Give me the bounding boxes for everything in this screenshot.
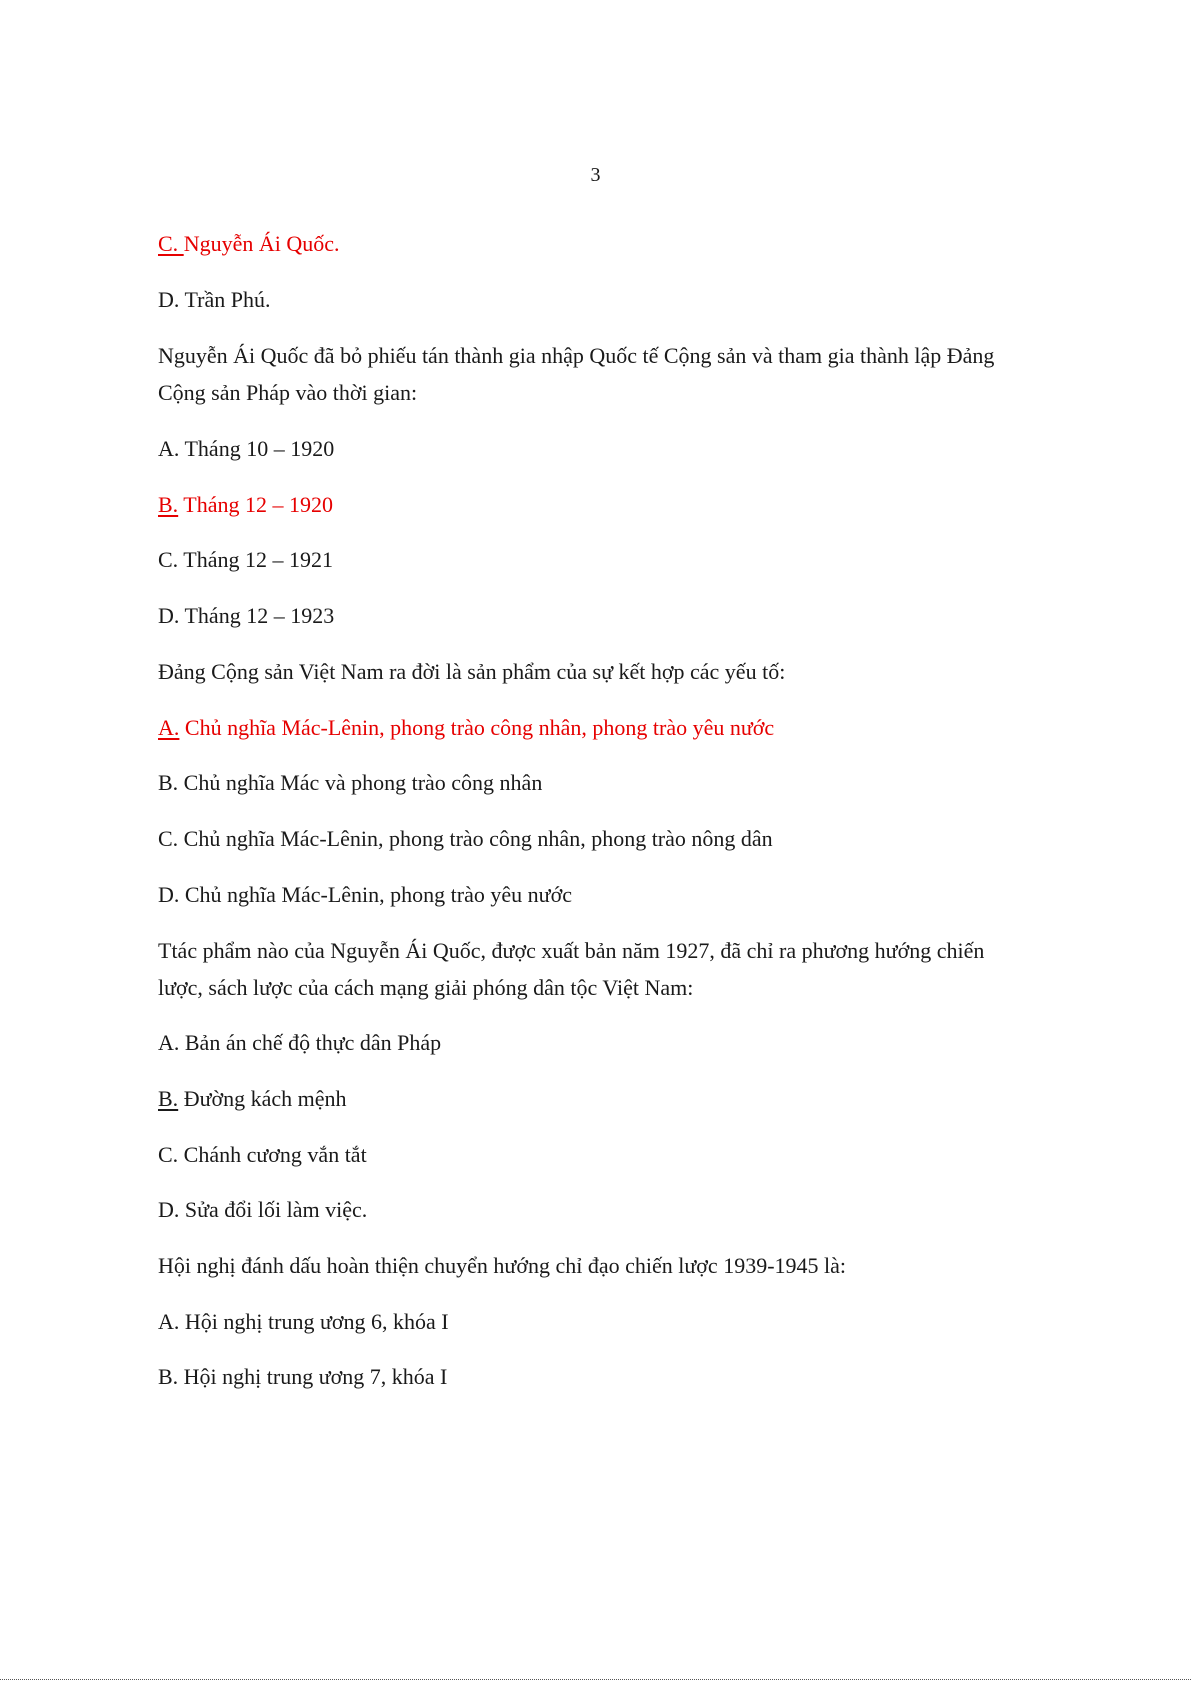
q2-answer-a-correct [158,713,1058,743]
q2-answer-b: B. Chủ nghĩa Mác và phong trào công nhân [158,770,543,795]
answer-letter: C. [158,231,184,256]
q4-answer-a: A. Hội nghị trung ương 6, khóa I [158,1309,449,1334]
answer-text: Chủ nghĩa Mác-Lênin, phong trào công nhân, phong trào yêu nước [179,715,775,740]
question-4-line-1: Hội nghị đánh dấu hoàn thiện chuyển hướng chỉ đạo chiến lược 1939-1945 là: [158,1253,847,1278]
page-bottom-rule [0,1679,1191,1681]
answer-d: D. Trần Phú. [158,287,271,312]
q1-answer-b-correct [158,490,1058,520]
q3-answer-b-marked [158,1084,1058,1114]
q1-answer-c: C. Tháng 12 – 1921 [158,547,333,572]
answer-text: Đường kách mệnh [178,1086,347,1111]
answer-text: Nguyễn Ái Quốc. [183,231,340,256]
answer-text: Tháng 12 – 1920 [178,492,333,517]
question-1-line-2: Cộng sản Pháp vào thời gian: [158,380,418,405]
question-3-line-1: Ttác phẩm nào của Nguyễn Ái Quốc, được xuất bản năm 1927, đã chỉ ra phương hướng chiến [158,938,985,963]
answer-letter: A. [158,715,180,740]
q1-answer-a: A. Tháng 10 – 1920 [158,436,335,461]
question-3-line-2: lược, sách lược của cách mạng giải phóng dân tộc Việt Nam: [158,975,694,1000]
answer-letter: B. [158,1086,179,1111]
q3-answer-a: A. Bản án chế độ thực dân Pháp [158,1030,442,1055]
answer-c-correct [158,229,1058,259]
answer-letter: B. [158,492,179,517]
q3-answer-d: D. Sửa đổi lối làm việc. [158,1197,368,1222]
q3-answer-c: C. Chánh cương vắn tắt [158,1142,367,1167]
q2-answer-d: D. Chủ nghĩa Mác-Lênin, phong trào yêu nước [158,882,572,907]
question-2-line-1: Đảng Cộng sản Việt Nam ra đời là sản phẩm của sự kết hợp các yếu tố: [158,659,786,684]
q1-answer-d: D. Tháng 12 – 1923 [158,603,335,628]
question-1-line-1: Nguyễn Ái Quốc đã bỏ phiếu tán thành gia nhập Quốc tế Cộng sản và tham gia thành lập Đảng [158,343,995,368]
page-number: 3 [590,164,601,186]
q4-answer-b: B. Hội nghị trung ương 7, khóa I [158,1364,448,1389]
q2-answer-c: C. Chủ nghĩa Mác-Lênin, phong trào công nhân, phong trào nông dân [158,826,773,851]
